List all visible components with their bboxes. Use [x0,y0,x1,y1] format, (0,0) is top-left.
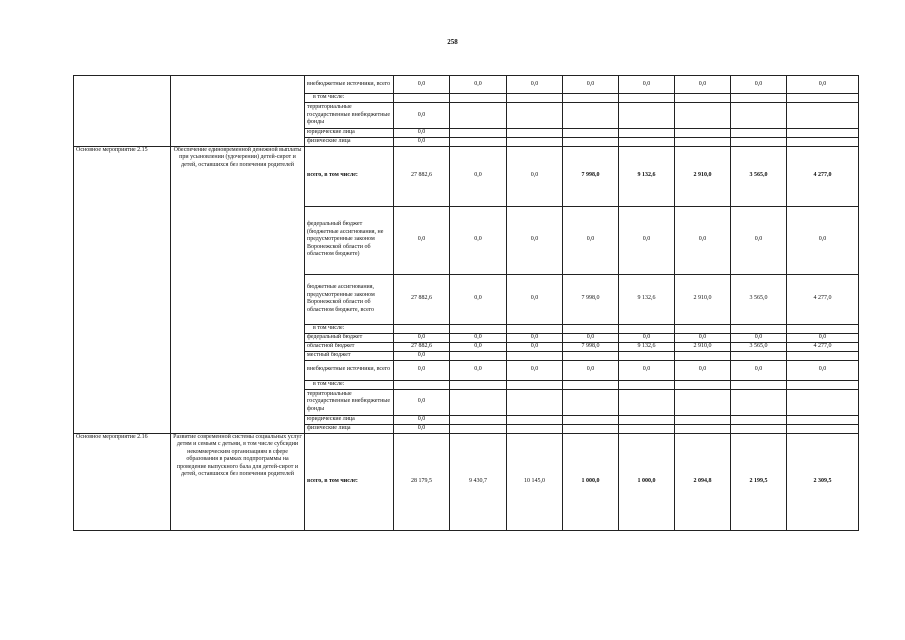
funding-source: внебюджетные источники, всего [305,360,394,380]
funding-source: в том числе: [305,324,394,333]
value-cell [619,324,675,333]
value-cell [619,380,675,389]
value-cell [787,94,859,103]
value-cell [675,129,731,138]
value-cell: 0,0 [450,146,507,206]
value-cell: 27 882,6 [394,274,450,324]
value-cell: 0,0 [394,129,450,138]
value-cell [563,129,619,138]
value-cell [394,94,450,103]
funding-source: в том числе: [305,380,394,389]
value-cell [619,137,675,146]
value-cell: 27 882,6 [394,342,450,351]
value-cell [619,94,675,103]
value-cell: 2 199,5 [731,433,787,530]
table-row [74,433,859,530]
value-cell: 2 910,0 [675,274,731,324]
value-cell: 0,0 [563,76,619,94]
value-cell [507,351,563,360]
value-cell: 0,0 [731,76,787,94]
value-cell: 0,0 [450,360,507,380]
value-cell [563,424,619,433]
value-cell: 3 565,0 [731,342,787,351]
value-cell [619,415,675,424]
value-cell: 3 565,0 [731,146,787,206]
value-cell [675,389,731,415]
value-cell: 0,0 [507,206,563,274]
value-cell: 7 998,0 [563,274,619,324]
value-cell: 0,0 [450,333,507,342]
value-cell [507,103,563,129]
value-cell: 0,0 [563,333,619,342]
value-cell [563,389,619,415]
budget-table [73,75,859,531]
value-cell: 0,0 [394,351,450,360]
value-cell [507,380,563,389]
value-cell [450,103,507,129]
funding-source: юридические лица [305,415,394,424]
activity-cell-empty [74,76,171,147]
value-cell: 0,0 [450,76,507,94]
value-cell: 0,0 [394,415,450,424]
value-cell: 0,0 [787,206,859,274]
value-cell: 0,0 [619,76,675,94]
value-cell [450,415,507,424]
value-cell [731,380,787,389]
value-cell: 4 277,0 [787,146,859,206]
value-cell [619,129,675,138]
activity-description: Обеспечение единовременной денежной выплаты при усыновлении (удочерении) детей-сирот и детей, оставшихся без попечения родителей [171,146,305,433]
funding-source: территориальные государственные внебюджетные фонды [305,389,394,415]
funding-source: территориальные государственные внебюджетные фонды [305,103,394,129]
funding-source: местный бюджет [305,351,394,360]
page-number: 258 [447,38,458,46]
value-cell: 27 882,6 [394,146,450,206]
value-cell [450,389,507,415]
value-cell [563,103,619,129]
value-cell [731,137,787,146]
value-cell [675,380,731,389]
value-cell: 0,0 [394,103,450,129]
value-cell: 0,0 [450,206,507,274]
value-cell: 0,0 [394,76,450,94]
value-cell: 2 910,0 [675,342,731,351]
value-cell [675,94,731,103]
value-cell [450,129,507,138]
value-cell [563,94,619,103]
value-cell: 0,0 [450,274,507,324]
funding-source: всего, в том числе: [305,433,394,530]
value-cell [787,415,859,424]
funding-source: областной бюджет [305,342,394,351]
value-cell [450,351,507,360]
value-cell: 0,0 [394,389,450,415]
value-cell [675,324,731,333]
value-cell: 9 132,6 [619,146,675,206]
value-cell: 2 094,8 [675,433,731,530]
value-cell [507,129,563,138]
value-cell [731,351,787,360]
value-cell: 0,0 [450,342,507,351]
value-cell [563,324,619,333]
value-cell: 9 132,6 [619,342,675,351]
value-cell [731,415,787,424]
value-cell: 0,0 [675,360,731,380]
value-cell [675,415,731,424]
value-cell: 1 000,0 [619,433,675,530]
value-cell [731,389,787,415]
value-cell [787,351,859,360]
value-cell: 2 309,5 [787,433,859,530]
value-cell [507,94,563,103]
value-cell: 0,0 [394,424,450,433]
value-cell: 0,0 [563,206,619,274]
value-cell [731,424,787,433]
value-cell [394,380,450,389]
funding-source: внебюджетные источники, всего [305,76,394,94]
activity-description: Развитие современной системы социальных услуг детям и семьям с детьми, в том числе субсидии некоммерческим организациям в сфере образования в рамках подпрограммы на проведение выпускного бала для детей-сирот и детей, оставшихся без попечения родителей [171,433,305,530]
value-cell: 0,0 [619,360,675,380]
value-cell: 7 998,0 [563,342,619,351]
value-cell: 4 277,0 [787,342,859,351]
value-cell: 0,0 [619,206,675,274]
value-cell [450,380,507,389]
value-cell [507,137,563,146]
value-cell [619,389,675,415]
value-cell: 0,0 [675,333,731,342]
table-row [74,76,859,94]
value-cell [675,103,731,129]
value-cell: 0,0 [507,360,563,380]
value-cell [619,424,675,433]
value-cell [675,351,731,360]
value-cell: 0,0 [507,342,563,351]
value-cell [787,424,859,433]
value-cell: 1 000,0 [563,433,619,530]
value-cell [507,415,563,424]
value-cell [787,389,859,415]
table-body [74,76,859,531]
value-cell [450,94,507,103]
activity-name: Основное мероприятие 2.15 [74,146,171,433]
funding-source: всего, в том числе: [305,146,394,206]
value-cell: 2 910,0 [675,146,731,206]
description-cell-empty [171,76,305,147]
value-cell [619,351,675,360]
value-cell: 0,0 [507,146,563,206]
funding-source: в том числе: [305,94,394,103]
value-cell: 9 132,6 [619,274,675,324]
funding-source: федеральный бюджет (бюджетные ассигнования, не предусмотренные законом Воронежской области об областном бюджете) [305,206,394,274]
value-cell: 0,0 [394,137,450,146]
value-cell [787,137,859,146]
value-cell [507,389,563,415]
funding-source: физические лица [305,137,394,146]
value-cell [619,103,675,129]
value-cell [675,424,731,433]
value-cell: 0,0 [787,333,859,342]
value-cell [507,424,563,433]
value-cell: 0,0 [787,76,859,94]
value-cell: 0,0 [731,360,787,380]
value-cell [450,137,507,146]
value-cell: 3 565,0 [731,274,787,324]
value-cell [787,129,859,138]
value-cell: 0,0 [394,333,450,342]
value-cell: 0,0 [394,206,450,274]
value-cell [731,324,787,333]
value-cell: 0,0 [731,206,787,274]
value-cell [563,351,619,360]
value-cell: 0,0 [507,76,563,94]
table-row [74,146,859,206]
value-cell [731,129,787,138]
value-cell [563,380,619,389]
value-cell [787,380,859,389]
funding-source: федеральный бюджет [305,333,394,342]
value-cell [731,103,787,129]
value-cell: 0,0 [675,206,731,274]
value-cell [507,324,563,333]
value-cell [450,324,507,333]
value-cell: 0,0 [619,333,675,342]
value-cell: 9 430,7 [450,433,507,530]
value-cell: 7 998,0 [563,146,619,206]
value-cell: 28 179,5 [394,433,450,530]
value-cell: 10 145,0 [507,433,563,530]
value-cell [787,324,859,333]
value-cell: 0,0 [394,360,450,380]
value-cell: 4 277,0 [787,274,859,324]
value-cell [675,137,731,146]
value-cell [394,324,450,333]
value-cell [450,424,507,433]
value-cell: 0,0 [507,274,563,324]
value-cell [787,103,859,129]
activity-name: Основное мероприятие 2.16 [74,433,171,530]
value-cell: 0,0 [507,333,563,342]
value-cell: 0,0 [563,360,619,380]
value-cell: 0,0 [675,76,731,94]
value-cell [563,137,619,146]
value-cell: 0,0 [787,360,859,380]
funding-source: физические лица [305,424,394,433]
funding-source: бюджетные ассигнования, предусмотренные законом Воронежской области об областном бюджете, всего [305,274,394,324]
value-cell [731,94,787,103]
value-cell [563,415,619,424]
funding-source: юридические лица [305,129,394,138]
value-cell: 0,0 [731,333,787,342]
